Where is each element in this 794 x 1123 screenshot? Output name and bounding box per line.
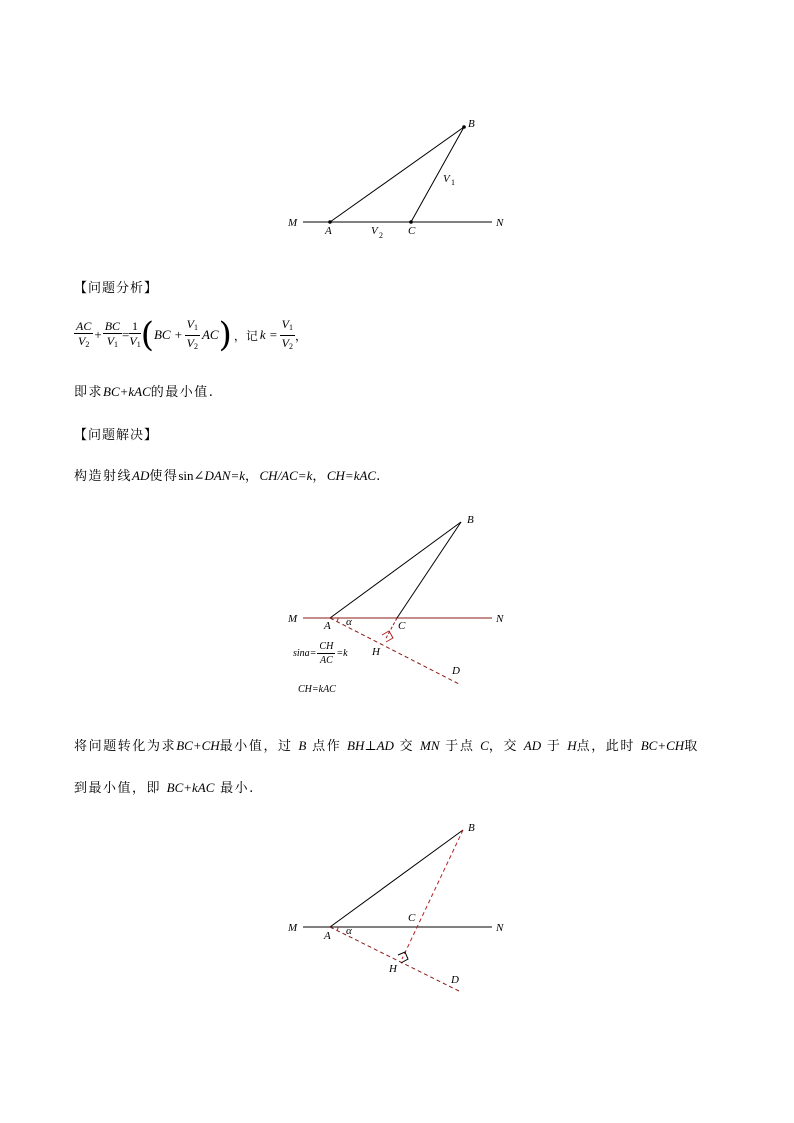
angle-arc [337, 618, 338, 622]
segment-ch-dashed [385, 618, 397, 640]
label-a: A [324, 620, 331, 632]
label-n: N [496, 217, 504, 229]
label-a: A [325, 225, 332, 237]
heading-problem-solution: 【问题解决】 [74, 428, 159, 443]
segment-bh-dashed [402, 830, 463, 959]
frac-1-v1: $\frac{1}{V_1}$ [129, 318, 141, 349]
segment-ab [330, 522, 461, 618]
label-v2-sub: 2 [379, 231, 383, 240]
point-a [328, 220, 332, 224]
label-alpha: α [346, 925, 352, 937]
point-c [409, 220, 413, 224]
label-m: M [288, 922, 298, 934]
label-m: M [288, 217, 298, 229]
segment-bc [397, 522, 461, 618]
segment-ab [330, 830, 463, 927]
figure-1-triangle [0, 0, 794, 260]
label-alpha: α [346, 616, 352, 628]
construct-ray-text: 构造射线AD使得sin∠DAN=k，CH/AC=k，CH=kAC. [74, 468, 382, 484]
label-a: A [324, 930, 331, 942]
heading-problem-analysis: 【问题分析】 [74, 281, 159, 296]
label-d: D [452, 665, 460, 677]
label-c: C [398, 620, 406, 632]
label-v2: V [371, 225, 378, 237]
frac-v1-v2: $\frac{V_1}{V_2}$ [186, 316, 198, 351]
label-v1-sub: 1 [451, 178, 455, 187]
sin-annotation: sina= $\frac{CH}{AC}$ =k [293, 641, 348, 666]
label-b: B [468, 822, 475, 834]
paren-right: ) [218, 315, 232, 355]
segment-bc [411, 127, 464, 222]
frac-bc-v1: $\frac{BC}{V_1}$ [104, 318, 121, 349]
ch-equals-kac-annotation: CH=kAC [298, 684, 336, 695]
label-h: H [389, 963, 397, 975]
paren-left: ( [140, 315, 154, 355]
label-h: H [372, 646, 380, 658]
transform-paragraph-line1: 将问题转化为求BC+CH最小值，过 B 点作 BH⊥AD 交 MN 于点 C，交 AD 于 H点，此时 BC+CH取 [74, 738, 699, 754]
frac-ac-v2: $\frac{AC}{V_2}$ [76, 318, 92, 349]
label-m: M [288, 613, 298, 625]
label-b: B [468, 118, 475, 130]
label-b: B [467, 514, 474, 526]
label-n: N [496, 922, 504, 934]
label-c: C [408, 912, 416, 924]
label-c: C [408, 225, 416, 237]
transform-paragraph-line2: 到最小值，即 BC+kAC 最小. [74, 780, 255, 796]
formula-analysis: $\frac{AC}{V_2}$ + $\frac{BC}{V_1}$ = $\frac{1}{V_1}$ ( BC + $\frac{V_1}{V_2}$ AC ) ，记 k = $\frac{V_1}{V_2}$ ， [76, 315, 308, 355]
label-d: D [451, 974, 459, 986]
label-v1: V [443, 173, 450, 185]
right-angle-mark [382, 631, 393, 642]
point-b [462, 125, 466, 129]
frac-k: $\frac{V_1}{V_2}$ [281, 316, 294, 351]
label-n: N [496, 613, 504, 625]
analysis-conclusion: 即求BC+kAC的最小值. [74, 384, 215, 400]
figure-3-minimum [0, 810, 794, 1010]
figure-2-construction [0, 500, 794, 710]
ray-ad-dashed [330, 618, 461, 685]
